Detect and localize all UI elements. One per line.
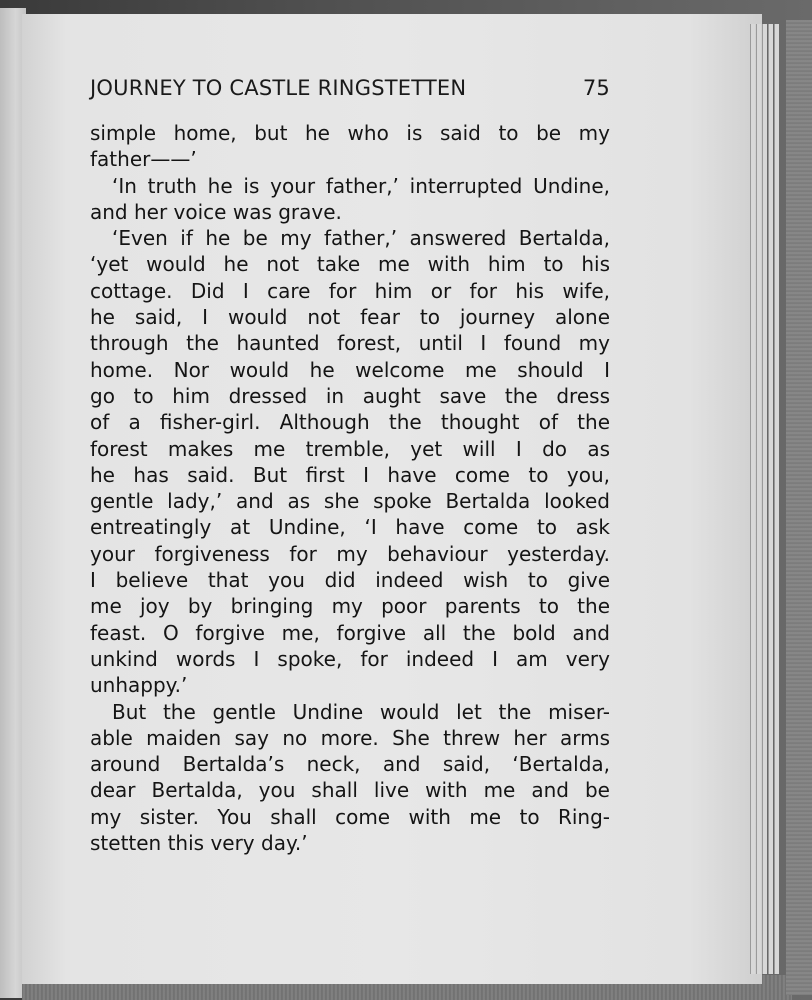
text-line: But the gentle Undine would let the miser- [112,699,610,724]
text-line: father——’ [90,147,197,172]
text-line: of a fisher-girl. Although the thought of the [90,410,610,435]
text-line: around Bertalda’s neck, and said, ‘Bertalda, [90,752,610,777]
text-line: forest makes me tremble, yet will I do as [90,436,610,461]
running-title: JOURNEY TO CASTLE RINGSTETTEN [90,76,467,100]
book-board-right [786,20,812,995]
text-line: home. Nor would he welcome me should I [90,357,610,382]
text-line: me joy by bringing my poor parents to the [90,594,610,619]
text-line: entreatingly at Undine, ‘I have come to ask [90,515,610,540]
text-line: unhappy.’ [90,673,188,698]
page-edge-stack [774,24,779,974]
text-line: and her voice was grave. [90,199,342,224]
text-line: go to him dressed in aught save the dress [90,383,610,408]
text-line: dear Bertalda, you shall live with me and be [90,778,610,803]
text-line: ‘Even if he be my father,’ answered Bertalda, [112,226,610,251]
text-line: ‘In truth he is your father,’ interrupted Undine, [112,173,610,198]
text-line: my sister. You shall come with me to Ring- [90,804,610,829]
text-line: he has said. But first I have come to you, [90,462,610,487]
text-line: I believe that you did indeed wish to give [90,568,610,593]
text-line: unkind words I spoke, for indeed I am very [90,646,610,671]
text-line: your forgiveness for my behaviour yesterday. [90,541,610,566]
page-edge-stack [750,24,755,974]
page-edge-stack [756,24,761,974]
text-line: cottage. Did I care for him or for his wife, [90,278,610,303]
text-line: through the haunted forest, until I found my [90,331,610,356]
body-text [90,120,610,856]
running-head [90,76,610,116]
page-edge-stack [768,24,773,974]
text-line: able maiden say no more. She threw her arms [90,725,610,750]
text-line: feast. O forgive me, forgive all the bold and [90,620,610,645]
text-line: ‘yet would he not take me with him to his [90,252,610,277]
page-edge-stack [762,24,767,974]
page-number: 75 [582,76,610,100]
text-line: gentle lady,’ and as she spoke Bertalda looked [90,489,610,514]
text-line: simple home, but he who is said to be my [90,121,610,145]
text-line: he said, I would not fear to journey alone [90,305,610,330]
text-line: stetten this very day.’ [90,831,308,856]
